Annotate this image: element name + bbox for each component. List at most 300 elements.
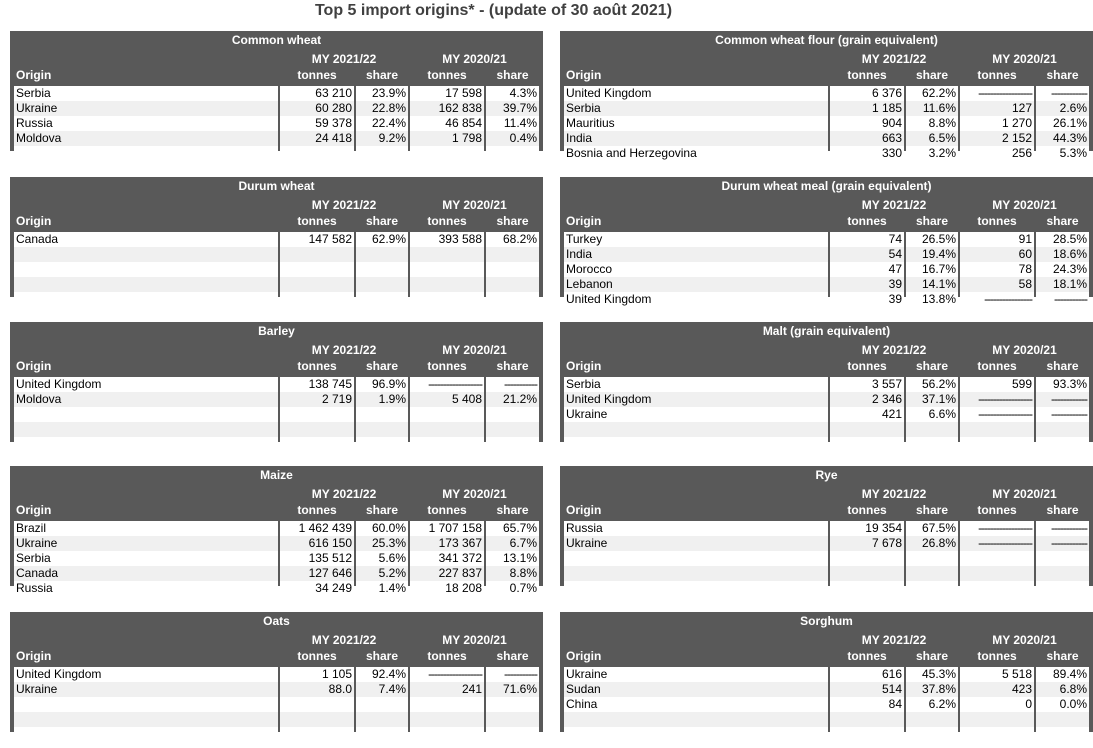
tonnes-2021-22-cell — [280, 437, 354, 452]
tonnes-2020-21-cell — [410, 292, 484, 307]
table-title: Sorghum — [800, 614, 853, 628]
tonnes-2021-22-header: tonnes — [297, 359, 337, 373]
table-row — [564, 146, 1089, 161]
share-2021-22-cell: 67.5% — [906, 521, 958, 536]
my-2021-22-header: MY 2021/22 — [311, 633, 377, 647]
share-2020-21-header: share — [1046, 68, 1079, 82]
share-2020-21-cell — [486, 292, 539, 307]
tonnes-2020-21-cell: 256 — [960, 146, 1034, 161]
origin-column-header: Origin — [566, 649, 602, 663]
share-2021-22-cell: 1.9% — [356, 392, 408, 407]
table-title: Common wheat flour (grain equivalent) — [715, 33, 938, 47]
tonnes-2020-21-header: tonnes — [977, 359, 1017, 373]
table-row — [564, 437, 1089, 452]
tonnes-2020-21-cell: 46 854 — [410, 116, 484, 131]
tonnes-2021-22-cell: 663 — [830, 131, 904, 146]
tonnes-2021-22-cell: 7 678 — [830, 536, 904, 551]
share-2020-21-header: share — [496, 359, 529, 373]
table-row — [14, 146, 539, 161]
header-row-columns — [14, 359, 539, 374]
origin-cell — [14, 247, 278, 262]
share-2020-21-cell — [486, 277, 539, 292]
share-2021-22-cell — [356, 407, 408, 422]
my-2020-21-header: MY 2020/21 — [442, 633, 507, 647]
tonnes-2021-22-cell — [280, 727, 354, 742]
my-2021-22-header: MY 2021/22 — [311, 343, 377, 357]
share-2020-21-cell: ----------- — [486, 377, 539, 392]
share-2021-22-cell: 23.9% — [356, 86, 408, 101]
table-row — [14, 86, 539, 101]
my-2021-22-header: MY 2021/22 — [311, 487, 377, 501]
tonnes-2021-22-cell — [280, 422, 354, 437]
tonnes-2020-21-cell: 599 — [960, 377, 1034, 392]
origin-cell: Russia — [14, 116, 278, 131]
table-row — [14, 247, 539, 262]
tonnes-2021-22-cell: 147 582 — [280, 232, 354, 247]
my-2021-22-header: MY 2021/22 — [861, 343, 927, 357]
origin-cell: Morocco — [564, 262, 828, 277]
share-2020-21-cell: 71.6% — [486, 682, 539, 697]
tonnes-2021-22-cell: 6 376 — [830, 86, 904, 101]
header-row-columns — [14, 214, 539, 229]
tonnes-2020-21-cell: 5 518 — [960, 667, 1034, 682]
tonnes-2021-22-cell: 84 — [830, 697, 904, 712]
table-row — [564, 262, 1089, 277]
tonnes-2021-22-cell — [830, 551, 904, 566]
origin-cell — [14, 712, 278, 727]
table-row — [14, 407, 539, 422]
origin-cell: India — [564, 247, 828, 262]
share-2021-22-header: share — [915, 68, 949, 82]
share-2021-22-cell: 5.2% — [356, 566, 408, 581]
share-2020-21-cell: 6.7% — [486, 536, 539, 551]
share-2021-22-cell: 56.2% — [906, 377, 958, 392]
origin-cell: Brazil — [14, 521, 278, 536]
tonnes-2020-21-cell — [960, 712, 1034, 727]
tonnes-2021-22-cell: 1 462 439 — [280, 521, 354, 536]
tonnes-2020-21-header: tonnes — [427, 503, 467, 517]
table-row — [564, 232, 1089, 247]
tonnes-2020-21-cell — [410, 277, 484, 292]
share-2020-21-cell: 24.3% — [1036, 262, 1089, 277]
tonnes-2021-22-header: tonnes — [297, 503, 337, 517]
tonnes-2020-21-cell: 18 208 — [410, 581, 484, 596]
tonnes-2021-22-cell: 19 354 — [830, 521, 904, 536]
table-title: Malt (grain equivalent) — [762, 324, 891, 338]
share-2020-21-cell: ----------- — [1036, 292, 1089, 307]
tonnes-2021-22-header: tonnes — [847, 68, 887, 82]
table-row — [564, 712, 1089, 727]
tonnes-2020-21-cell: ------------------ — [960, 392, 1034, 407]
tonnes-2021-22-header: tonnes — [847, 503, 887, 517]
tonnes-2020-21-header: tonnes — [977, 649, 1017, 663]
share-2021-22-cell: 25.3% — [356, 536, 408, 551]
share-2020-21-cell — [1036, 727, 1089, 742]
origin-cell — [564, 712, 828, 727]
share-2020-21-cell: ------------ — [1036, 536, 1089, 551]
tonnes-2020-21-cell — [410, 727, 484, 742]
share-2020-21-cell — [1036, 437, 1089, 452]
share-2020-21-cell — [486, 727, 539, 742]
tonnes-2020-21-cell: 173 367 — [410, 536, 484, 551]
share-2020-21-cell — [486, 407, 539, 422]
share-2020-21-cell: 4.3% — [486, 86, 539, 101]
table-row — [564, 116, 1089, 131]
tonnes-2021-22-header: tonnes — [847, 359, 887, 373]
share-2021-22-cell: 45.3% — [906, 667, 958, 682]
tonnes-2021-22-cell: 2 719 — [280, 392, 354, 407]
tonnes-2021-22-cell — [280, 292, 354, 307]
origin-cell — [564, 551, 828, 566]
origin-cell: Bosnia and Herzegovina — [564, 146, 828, 161]
header-row-years — [564, 487, 1089, 502]
origin-cell — [564, 727, 828, 742]
import-table-panel — [10, 31, 543, 151]
import-table-panel — [560, 31, 1093, 160]
header-row-years — [564, 343, 1089, 358]
origin-cell: United Kingdom — [14, 667, 278, 682]
import-table-panel — [10, 612, 543, 732]
tonnes-2021-22-header: tonnes — [297, 649, 337, 663]
tonnes-2021-22-cell: 616 — [830, 667, 904, 682]
share-2020-21-cell — [486, 712, 539, 727]
share-2021-22-cell — [356, 277, 408, 292]
tonnes-2020-21-cell: 423 — [960, 682, 1034, 697]
header-row-years — [14, 198, 539, 213]
import-table-panel — [560, 466, 1093, 586]
share-2020-21-header: share — [496, 503, 529, 517]
tonnes-2021-22-cell — [830, 712, 904, 727]
share-2020-21-header: share — [496, 649, 529, 663]
share-2020-21-cell: 6.8% — [1036, 682, 1089, 697]
my-2020-21-header: MY 2020/21 — [442, 487, 507, 501]
share-2020-21-header: share — [496, 214, 529, 228]
table-row — [14, 392, 539, 407]
tonnes-2021-22-cell: 904 — [830, 116, 904, 131]
header-row-years — [14, 487, 539, 502]
table-row — [564, 551, 1089, 566]
tonnes-2020-21-cell: 1 270 — [960, 116, 1034, 131]
tonnes-2020-21-cell — [960, 727, 1034, 742]
tonnes-2021-22-cell: 54 — [830, 247, 904, 262]
tonnes-2020-21-cell: 78 — [960, 262, 1034, 277]
origin-cell — [14, 277, 278, 292]
tonnes-2021-22-cell — [280, 697, 354, 712]
origin-cell — [14, 407, 278, 422]
table-row — [14, 116, 539, 131]
table-row — [14, 521, 539, 536]
share-2020-21-cell: 44.3% — [1036, 131, 1089, 146]
tonnes-2020-21-cell — [410, 422, 484, 437]
share-2020-21-cell — [486, 422, 539, 437]
tonnes-2020-21-cell — [960, 581, 1034, 596]
tonnes-2020-21-cell — [410, 437, 484, 452]
header-row-columns — [564, 503, 1089, 518]
share-2021-22-cell: 13.8% — [906, 292, 958, 307]
tonnes-2020-21-cell — [960, 437, 1034, 452]
tonnes-2020-21-cell — [960, 566, 1034, 581]
tonnes-2020-21-header: tonnes — [427, 214, 467, 228]
tonnes-2020-21-cell — [410, 697, 484, 712]
header-row-years — [564, 633, 1089, 648]
origin-cell: United Kingdom — [564, 86, 828, 101]
tonnes-2020-21-cell: ---------------- — [960, 292, 1034, 307]
share-2020-21-cell — [1036, 422, 1089, 437]
tonnes-2021-22-cell — [830, 422, 904, 437]
header-row-years — [564, 52, 1089, 67]
table-row — [14, 697, 539, 712]
origin-cell — [14, 437, 278, 452]
share-2020-21-cell: ----------- — [486, 667, 539, 682]
tonnes-2020-21-cell — [410, 146, 484, 161]
share-2020-21-cell: ------------ — [1036, 86, 1089, 101]
tonnes-2020-21-cell: 241 — [410, 682, 484, 697]
tonnes-2021-22-cell — [280, 277, 354, 292]
share-2020-21-cell: 0.4% — [486, 131, 539, 146]
share-2021-22-cell: 37.1% — [906, 392, 958, 407]
table-title: Common wheat — [231, 33, 322, 47]
tonnes-2020-21-cell: ------------------ — [410, 667, 484, 682]
table-row — [14, 727, 539, 742]
tonnes-2021-22-cell: 514 — [830, 682, 904, 697]
tonnes-2021-22-cell: 127 646 — [280, 566, 354, 581]
tonnes-2021-22-cell — [830, 437, 904, 452]
tonnes-2020-21-cell: 227 837 — [410, 566, 484, 581]
tonnes-2020-21-header: tonnes — [427, 649, 467, 663]
share-2021-22-cell: 7.4% — [356, 682, 408, 697]
table-row — [564, 422, 1089, 437]
tonnes-2020-21-cell: ------------------ — [960, 536, 1034, 551]
origin-cell: Russia — [14, 581, 278, 596]
origin-column-header: Origin — [16, 503, 52, 517]
header-row-columns — [564, 359, 1089, 374]
origin-cell: Moldova — [14, 131, 278, 146]
table-title: Rye — [815, 468, 838, 482]
share-2020-21-cell — [486, 437, 539, 452]
table-row — [14, 581, 539, 596]
tonnes-2021-22-cell: 60 280 — [280, 101, 354, 116]
origin-cell — [14, 697, 278, 712]
tonnes-2020-21-cell: ------------------ — [960, 521, 1034, 536]
tonnes-2020-21-cell: 341 372 — [410, 551, 484, 566]
tonnes-2020-21-header: tonnes — [977, 214, 1017, 228]
share-2021-22-cell — [356, 437, 408, 452]
share-2020-21-cell: 0.0% — [1036, 697, 1089, 712]
my-2021-22-header: MY 2021/22 — [311, 198, 377, 212]
share-2020-21-cell — [1036, 551, 1089, 566]
table-row — [14, 551, 539, 566]
share-2021-22-cell: 9.2% — [356, 131, 408, 146]
my-2020-21-header: MY 2020/21 — [992, 487, 1057, 501]
share-2020-21-cell: ------------ — [1036, 521, 1089, 536]
origin-cell: Serbia — [564, 101, 828, 116]
origin-cell — [564, 581, 828, 596]
share-2020-21-cell: 18.1% — [1036, 277, 1089, 292]
table-row — [14, 536, 539, 551]
import-table-panel — [560, 612, 1093, 732]
header-row-columns — [14, 649, 539, 664]
share-2021-22-header: share — [915, 359, 949, 373]
origin-cell — [14, 727, 278, 742]
origin-column-header: Origin — [16, 68, 52, 82]
tonnes-2020-21-cell — [410, 712, 484, 727]
table-title: Durum wheat — [238, 179, 315, 193]
tonnes-2021-22-cell: 47 — [830, 262, 904, 277]
table-title: Maize — [260, 468, 293, 482]
share-2020-21-cell — [1036, 566, 1089, 581]
tonnes-2020-21-cell: ------------------ — [410, 377, 484, 392]
share-2021-22-cell: 96.9% — [356, 377, 408, 392]
share-2020-21-header: share — [1046, 503, 1079, 517]
share-2021-22-cell — [356, 262, 408, 277]
share-2021-22-cell: 6.6% — [906, 407, 958, 422]
share-2020-21-cell: 65.7% — [486, 521, 539, 536]
share-2020-21-cell: 21.2% — [486, 392, 539, 407]
page-title: Top 5 import origins* - (update of 30 août 2021) — [314, 2, 673, 19]
share-2020-21-cell — [486, 146, 539, 161]
table-title: Oats — [263, 614, 290, 628]
origin-cell: United Kingdom — [14, 377, 278, 392]
tonnes-2020-21-cell: 2 152 — [960, 131, 1034, 146]
origin-cell — [14, 262, 278, 277]
table-row — [564, 131, 1089, 146]
origin-cell: Ukraine — [14, 101, 278, 116]
header-row-columns — [564, 214, 1089, 229]
origin-cell — [564, 566, 828, 581]
tonnes-2020-21-cell: 393 588 — [410, 232, 484, 247]
tonnes-2020-21-cell — [410, 247, 484, 262]
header-row-columns — [14, 503, 539, 518]
table-title: Barley — [258, 324, 295, 338]
share-2020-21-cell: 13.1% — [486, 551, 539, 566]
tonnes-2020-21-header: tonnes — [977, 503, 1017, 517]
origin-cell — [564, 422, 828, 437]
my-2021-22-header: MY 2021/22 — [861, 487, 927, 501]
header-row-columns — [564, 68, 1089, 83]
header-row-years — [14, 633, 539, 648]
tonnes-2020-21-cell: 58 — [960, 277, 1034, 292]
share-2021-22-cell: 6.2% — [906, 697, 958, 712]
tonnes-2020-21-header: tonnes — [977, 68, 1017, 82]
share-2021-22-header: share — [915, 649, 949, 663]
origin-cell — [14, 292, 278, 307]
share-2020-21-cell: ------------ — [1036, 392, 1089, 407]
tonnes-2021-22-cell: 74 — [830, 232, 904, 247]
origin-cell: Sudan — [564, 682, 828, 697]
my-2020-21-header: MY 2020/21 — [442, 52, 507, 66]
table-row — [564, 566, 1089, 581]
share-2021-22-header: share — [915, 214, 949, 228]
tonnes-2020-21-cell — [410, 407, 484, 422]
import-table-panel — [560, 322, 1093, 442]
share-2021-22-cell: 3.2% — [906, 146, 958, 161]
share-2021-22-cell: 6.5% — [906, 131, 958, 146]
share-2020-21-cell: 11.4% — [486, 116, 539, 131]
my-2020-21-header: MY 2020/21 — [442, 343, 507, 357]
table-row — [564, 377, 1089, 392]
table-row — [564, 521, 1089, 536]
share-2020-21-cell: 89.4% — [1036, 667, 1089, 682]
tonnes-2020-21-cell: 0 — [960, 697, 1034, 712]
share-2020-21-header: share — [1046, 214, 1079, 228]
header-row-columns — [14, 68, 539, 83]
table-row — [564, 581, 1089, 596]
table-row — [564, 727, 1089, 742]
origin-cell: Serbia — [564, 377, 828, 392]
table-row — [14, 232, 539, 247]
tonnes-2021-22-cell: 24 418 — [280, 131, 354, 146]
tonnes-2021-22-cell: 39 — [830, 292, 904, 307]
table-row — [564, 86, 1089, 101]
tonnes-2021-22-cell: 2 346 — [830, 392, 904, 407]
table-row — [14, 682, 539, 697]
share-2021-22-cell: 37.8% — [906, 682, 958, 697]
table-title: Durum wheat meal (grain equivalent) — [721, 179, 932, 193]
share-2021-22-cell: 1.4% — [356, 581, 408, 596]
tonnes-2021-22-cell — [280, 247, 354, 262]
tonnes-2021-22-cell: 330 — [830, 146, 904, 161]
table-row — [14, 262, 539, 277]
share-2021-22-cell — [906, 581, 958, 596]
share-2021-22-cell: 19.4% — [906, 247, 958, 262]
share-2021-22-cell — [356, 712, 408, 727]
table-row — [14, 667, 539, 682]
my-2020-21-header: MY 2020/21 — [992, 198, 1057, 212]
tonnes-2020-21-cell: 1 707 158 — [410, 521, 484, 536]
origin-cell — [14, 422, 278, 437]
share-2020-21-cell — [1036, 581, 1089, 596]
share-2021-22-cell: 62.9% — [356, 232, 408, 247]
my-2021-22-header: MY 2021/22 — [861, 633, 927, 647]
tonnes-2021-22-cell — [280, 262, 354, 277]
table-row — [564, 101, 1089, 116]
share-2021-22-cell: 62.2% — [906, 86, 958, 101]
origin-cell: China — [564, 697, 828, 712]
origin-cell: Mauritius — [564, 116, 828, 131]
share-2020-21-cell: 18.6% — [1036, 247, 1089, 262]
origin-cell: Ukraine — [14, 536, 278, 551]
tonnes-2021-22-cell: 138 745 — [280, 377, 354, 392]
header-row-years — [14, 343, 539, 358]
share-2021-22-cell: 22.4% — [356, 116, 408, 131]
share-2021-22-cell: 5.6% — [356, 551, 408, 566]
tonnes-2021-22-cell: 1 105 — [280, 667, 354, 682]
tonnes-2021-22-cell — [280, 712, 354, 727]
origin-column-header: Origin — [566, 68, 602, 82]
tonnes-2020-21-cell: ------------------ — [960, 407, 1034, 422]
table-row — [14, 101, 539, 116]
share-2021-22-cell — [906, 422, 958, 437]
tonnes-2021-22-cell: 39 — [830, 277, 904, 292]
tonnes-2021-22-header: tonnes — [847, 649, 887, 663]
my-2020-21-header: MY 2020/21 — [992, 343, 1057, 357]
tonnes-2021-22-cell: 1 185 — [830, 101, 904, 116]
header-row-columns — [564, 649, 1089, 664]
tonnes-2021-22-cell — [830, 566, 904, 581]
table-row — [564, 697, 1089, 712]
tonnes-2020-21-cell — [960, 551, 1034, 566]
share-2020-21-header: share — [1046, 359, 1079, 373]
share-2021-22-cell — [906, 727, 958, 742]
tonnes-2021-22-cell: 3 557 — [830, 377, 904, 392]
share-2020-21-cell — [486, 697, 539, 712]
table-row — [14, 277, 539, 292]
share-2020-21-header: share — [496, 68, 529, 82]
tonnes-2021-22-cell: 59 378 — [280, 116, 354, 131]
share-2021-22-cell: 14.1% — [906, 277, 958, 292]
origin-cell: Ukraine — [14, 682, 278, 697]
share-2021-22-cell — [906, 566, 958, 581]
